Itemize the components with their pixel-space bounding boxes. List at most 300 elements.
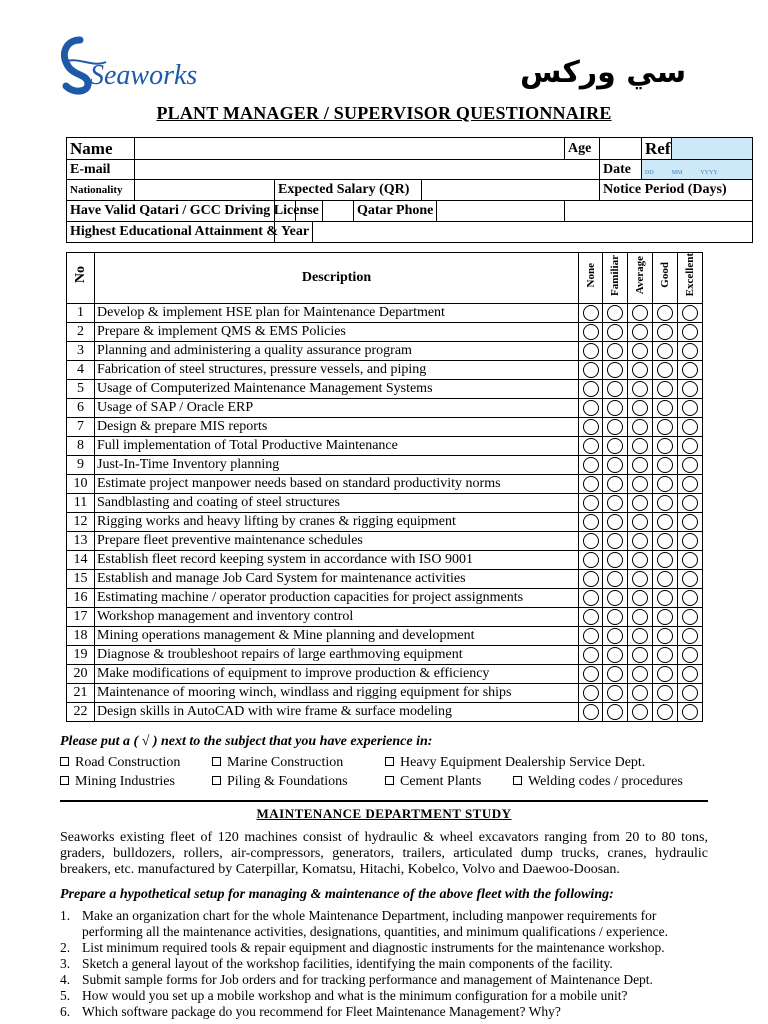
checkbox-icon[interactable] (212, 776, 221, 785)
section-divider (60, 800, 708, 802)
skill-row (67, 475, 703, 494)
col-rating-excellent (678, 253, 703, 304)
skill-number: 8 (67, 437, 95, 456)
skill-number: 20 (67, 665, 95, 684)
qatar-phone-field[interactable] (565, 201, 753, 222)
rating-cell-good (653, 494, 678, 513)
rating-radio-none[interactable] (583, 685, 599, 701)
rating-cell-average (628, 703, 653, 722)
ref-field[interactable] (672, 138, 753, 160)
rating-label: Excellent (684, 253, 696, 297)
skill-row (67, 304, 703, 323)
expected-salary-label: Expected Salary (QR) (275, 180, 422, 200)
rating-cell-average (628, 456, 653, 475)
rating-radio-familiar[interactable] (607, 419, 623, 435)
rating-radio-none[interactable] (583, 457, 599, 473)
rating-cell-familiar (603, 323, 628, 342)
rating-cell-average (628, 304, 653, 323)
rating-radio-familiar[interactable] (607, 590, 623, 606)
rating-radio-excellent[interactable] (682, 400, 698, 416)
skill-number: 14 (67, 551, 95, 570)
rating-cell-excellent (678, 684, 703, 703)
rating-radio-average[interactable] (632, 438, 648, 454)
rating-cell-excellent (678, 342, 703, 361)
rating-radio-good[interactable] (657, 419, 673, 435)
checkbox-icon[interactable] (385, 776, 394, 785)
salary-notice-cell (275, 180, 600, 201)
rating-radio-none[interactable] (583, 628, 599, 644)
rating-cell-familiar (603, 532, 628, 551)
rating-cell-good (653, 646, 678, 665)
skill-number: 11 (67, 494, 95, 513)
skill-number: 19 (67, 646, 95, 665)
rating-cell-familiar (603, 304, 628, 323)
rating-cell-none (579, 304, 603, 323)
rating-cell-familiar (603, 437, 628, 456)
education-field[interactable] (275, 222, 753, 243)
skill-description: Planning and administering a quality assurance program (95, 342, 579, 361)
checkbox-icon[interactable] (513, 776, 522, 785)
rating-radio-excellent[interactable] (682, 590, 698, 606)
rating-radio-average[interactable] (632, 590, 648, 606)
rating-radio-good[interactable] (657, 609, 673, 625)
rating-radio-familiar[interactable] (607, 343, 623, 359)
skill-description: Prepare fleet preventive maintenance schedules (95, 532, 579, 551)
option-welding-codes[interactable] (513, 774, 683, 790)
skill-number: 1 (67, 304, 95, 323)
rating-cell-none (579, 361, 603, 380)
rating-radio-familiar[interactable] (607, 571, 623, 587)
rating-radio-good[interactable] (657, 552, 673, 568)
skill-number: 2 (67, 323, 95, 342)
skill-row (67, 570, 703, 589)
rating-cell-excellent (678, 551, 703, 570)
option-label: Mining Industries (75, 774, 175, 789)
rating-cell-average (628, 494, 653, 513)
license-checkbox-yes[interactable] (275, 201, 296, 221)
task-number: 4. (60, 972, 71, 987)
driving-license-cell (67, 201, 319, 222)
rating-radio-excellent[interactable] (682, 533, 698, 549)
rating-radio-good[interactable] (657, 457, 673, 473)
checkbox-icon[interactable] (385, 757, 394, 766)
skill-description: Design & prepare MIS reports (95, 418, 579, 437)
rating-radio-excellent[interactable] (682, 438, 698, 454)
rating-cell-excellent (678, 608, 703, 627)
task-item (60, 972, 710, 988)
nationality-label: Nationality (67, 180, 135, 201)
task-item (60, 956, 710, 972)
rating-radio-good[interactable] (657, 628, 673, 644)
rating-radio-good[interactable] (657, 647, 673, 663)
rating-radio-good[interactable] (657, 343, 673, 359)
rating-label: Familiar (609, 254, 621, 296)
rating-radio-none[interactable] (583, 571, 599, 587)
rating-radio-excellent[interactable] (682, 476, 698, 492)
rating-radio-familiar[interactable] (607, 362, 623, 378)
rating-radio-none[interactable] (583, 476, 599, 492)
skill-description: Estimate project manpower needs based on standard productivity norms (95, 475, 579, 494)
rating-cell-good (653, 665, 678, 684)
rating-radio-familiar[interactable] (607, 495, 623, 511)
rating-radio-familiar[interactable] (607, 438, 623, 454)
rating-radio-none[interactable] (583, 305, 599, 321)
skill-description: Just-In-Time Inventory planning (95, 456, 579, 475)
rating-cell-none (579, 323, 603, 342)
rating-radio-average[interactable] (632, 419, 648, 435)
rating-radio-none[interactable] (583, 533, 599, 549)
rating-radio-average[interactable] (632, 362, 648, 378)
driving-license-label: Have Valid Qatari / GCC Driving License (67, 201, 323, 221)
rating-radio-excellent[interactable] (682, 704, 698, 720)
skill-row (67, 342, 703, 361)
skill-description: Usage of SAP / Oracle ERP (95, 399, 579, 418)
rating-radio-familiar[interactable] (607, 628, 623, 644)
rating-cell-good (653, 304, 678, 323)
rating-radio-excellent[interactable] (682, 343, 698, 359)
rating-cell-average (628, 342, 653, 361)
rating-cell-average (628, 646, 653, 665)
rating-radio-good[interactable] (657, 476, 673, 492)
rating-radio-average[interactable] (632, 552, 648, 568)
rating-radio-average[interactable] (632, 514, 648, 530)
task-number: 6. (60, 1004, 71, 1019)
task-number: 1. (60, 908, 71, 923)
skill-row (67, 589, 703, 608)
skill-row (67, 323, 703, 342)
rating-radio-familiar[interactable] (607, 400, 623, 416)
rating-cell-familiar (603, 475, 628, 494)
skill-row (67, 361, 703, 380)
rating-radio-familiar[interactable] (607, 381, 623, 397)
rating-radio-none[interactable] (583, 324, 599, 340)
rating-cell-none (579, 703, 603, 722)
skill-description: Prepare & implement QMS & EMS Policies (95, 323, 579, 342)
option-cement-plants[interactable] (385, 774, 481, 790)
task-text: How would you set up a mobile workshop and what is the minimum configuration for a mobile unit? (82, 988, 628, 1003)
name-label: Name (67, 138, 135, 160)
rating-radio-excellent[interactable] (682, 685, 698, 701)
ref-label: Ref (642, 138, 672, 160)
rating-cell-excellent (678, 437, 703, 456)
col-rating-none (579, 253, 603, 304)
skill-number: 22 (67, 703, 95, 722)
rating-radio-average[interactable] (632, 324, 648, 340)
skill-row (67, 665, 703, 684)
rating-cell-none (579, 437, 603, 456)
email-field[interactable] (135, 160, 600, 180)
rating-radio-familiar[interactable] (607, 533, 623, 549)
rating-radio-familiar[interactable] (607, 324, 623, 340)
checkbox-icon[interactable] (60, 757, 69, 766)
rating-radio-excellent[interactable] (682, 514, 698, 530)
option-heavy-equipment[interactable] (385, 755, 645, 771)
skill-description: Develop & implement HSE plan for Maintenance Department (95, 304, 579, 323)
rating-radio-excellent[interactable] (682, 552, 698, 568)
rating-radio-average[interactable] (632, 343, 648, 359)
rating-radio-excellent[interactable] (682, 495, 698, 511)
rating-cell-good (653, 608, 678, 627)
rating-radio-none[interactable] (583, 704, 599, 720)
rating-radio-familiar[interactable] (607, 685, 623, 701)
rating-cell-excellent (678, 475, 703, 494)
rating-cell-excellent (678, 456, 703, 475)
rating-radio-average[interactable] (632, 495, 648, 511)
skill-number: 10 (67, 475, 95, 494)
rating-cell-good (653, 437, 678, 456)
rating-cell-good (653, 703, 678, 722)
rating-cell-excellent (678, 532, 703, 551)
rating-cell-none (579, 646, 603, 665)
rating-cell-excellent (678, 665, 703, 684)
rating-radio-average[interactable] (632, 609, 648, 625)
skill-description: Usage of Computerized Maintenance Management Systems (95, 380, 579, 399)
date-label: Date (600, 160, 642, 180)
rating-radio-good[interactable] (657, 362, 673, 378)
rating-radio-good[interactable] (657, 495, 673, 511)
name-field[interactable] (135, 138, 565, 160)
rating-radio-average[interactable] (632, 666, 648, 682)
rating-radio-average[interactable] (632, 704, 648, 720)
education-cell (67, 222, 310, 243)
license-checkbox-no[interactable] (296, 201, 323, 221)
rating-radio-excellent[interactable] (682, 457, 698, 473)
rating-radio-average[interactable] (632, 647, 648, 663)
rating-cell-none (579, 342, 603, 361)
rating-radio-good[interactable] (657, 381, 673, 397)
rating-radio-good[interactable] (657, 533, 673, 549)
rating-label: Average (634, 255, 646, 295)
col-rating-good (653, 253, 678, 304)
rating-radio-average[interactable] (632, 628, 648, 644)
option-marine-construction[interactable] (212, 755, 343, 771)
rating-cell-excellent (678, 589, 703, 608)
rating-radio-excellent[interactable] (682, 381, 698, 397)
rating-radio-average[interactable] (632, 381, 648, 397)
nationality-field[interactable] (135, 180, 275, 201)
rating-radio-good[interactable] (657, 324, 673, 340)
rating-cell-familiar (603, 665, 628, 684)
skill-row (67, 513, 703, 532)
rating-radio-average[interactable] (632, 571, 648, 587)
rating-cell-average (628, 570, 653, 589)
rating-cell-excellent (678, 494, 703, 513)
rating-radio-good[interactable] (657, 704, 673, 720)
option-label: Piling & Foundations (227, 774, 348, 789)
rating-cell-average (628, 323, 653, 342)
study-prepare-heading: Prepare a hypothetical setup for managing & maintenance of the above fleet with the following: (60, 887, 614, 902)
skill-description: Rigging works and heavy lifting by cranes & rigging equipment (95, 513, 579, 532)
rating-radio-none[interactable] (583, 590, 599, 606)
rating-cell-excellent (678, 513, 703, 532)
rating-radio-familiar[interactable] (607, 704, 623, 720)
rating-cell-average (628, 665, 653, 684)
rating-radio-none[interactable] (583, 647, 599, 663)
rating-cell-excellent (678, 570, 703, 589)
skill-number: 9 (67, 456, 95, 475)
rating-cell-none (579, 456, 603, 475)
rating-cell-familiar (603, 399, 628, 418)
rating-radio-none[interactable] (583, 666, 599, 682)
rating-cell-good (653, 456, 678, 475)
skill-row (67, 380, 703, 399)
rating-radio-familiar[interactable] (607, 552, 623, 568)
rating-radio-excellent[interactable] (682, 324, 698, 340)
rating-radio-familiar[interactable] (607, 457, 623, 473)
task-item (60, 940, 710, 956)
rating-cell-none (579, 494, 603, 513)
rating-radio-familiar[interactable] (607, 476, 623, 492)
rating-cell-excellent (678, 380, 703, 399)
date-dd-placeholder: DD (645, 169, 654, 176)
age-field[interactable] (600, 138, 642, 160)
rating-cell-good (653, 342, 678, 361)
skill-description: Sandblasting and coating of steel structures (95, 494, 579, 513)
page-title (0, 103, 768, 124)
skill-number: 16 (67, 589, 95, 608)
skill-number: 5 (67, 380, 95, 399)
rating-radio-none[interactable] (583, 343, 599, 359)
rating-radio-good[interactable] (657, 514, 673, 530)
skill-row (67, 646, 703, 665)
experience-heading: Please put a ( √ ) next to the subject that you have experience in: (60, 734, 433, 749)
rating-radio-excellent[interactable] (682, 571, 698, 587)
date-yyyy-placeholder: YYYY (700, 169, 718, 176)
rating-cell-none (579, 570, 603, 589)
option-piling-foundations[interactable] (212, 774, 348, 790)
rating-radio-average[interactable] (632, 400, 648, 416)
col-description-header: Description (95, 253, 579, 304)
rating-cell-none (579, 380, 603, 399)
rating-cell-good (653, 399, 678, 418)
rating-cell-none (579, 627, 603, 646)
rating-cell-familiar (603, 570, 628, 589)
skill-row (67, 703, 703, 722)
rating-radio-good[interactable] (657, 590, 673, 606)
skill-row (67, 627, 703, 646)
task-text: Make an organization chart for the whole Maintenance Department, including manpower requirements for performing all the maintenance activities, designations, quantities, and minimum qualifications / experience. (82, 908, 668, 939)
rating-radio-none[interactable] (583, 552, 599, 568)
rating-radio-familiar[interactable] (607, 647, 623, 663)
arabic-company-name: سي وركس (520, 55, 687, 90)
rating-radio-average[interactable] (632, 476, 648, 492)
rating-radio-good[interactable] (657, 685, 673, 701)
rating-radio-average[interactable] (632, 685, 648, 701)
option-label: Heavy Equipment Dealership Service Dept. (400, 755, 646, 770)
rating-cell-average (628, 532, 653, 551)
rating-cell-familiar (603, 703, 628, 722)
rating-cell-none (579, 608, 603, 627)
option-label: Marine Construction (227, 755, 344, 770)
rating-cell-average (628, 551, 653, 570)
rating-cell-none (579, 418, 603, 437)
col-no-label: No (72, 266, 88, 284)
rating-radio-excellent[interactable] (682, 419, 698, 435)
task-text: List minimum required tools & repair equipment and diagnostic instruments for the maintenance workshop. (82, 940, 665, 955)
rating-cell-familiar (603, 456, 628, 475)
rating-radio-excellent[interactable] (682, 647, 698, 663)
rating-radio-none[interactable] (583, 362, 599, 378)
skill-number: 15 (67, 570, 95, 589)
rating-radio-excellent[interactable] (682, 609, 698, 625)
task-item (60, 1004, 710, 1020)
option-mining-industries[interactable] (60, 774, 175, 790)
rating-radio-excellent[interactable] (682, 305, 698, 321)
option-label: Road Construction (75, 755, 181, 770)
expected-salary-field[interactable] (422, 180, 599, 200)
license-qatar-phone-cell (275, 201, 565, 222)
rating-radio-none[interactable] (583, 438, 599, 454)
rating-cell-average (628, 437, 653, 456)
rating-cell-average (628, 475, 653, 494)
rating-radio-none[interactable] (583, 400, 599, 416)
rating-cell-average (628, 418, 653, 437)
rating-radio-excellent[interactable] (682, 666, 698, 682)
col-rating-familiar (603, 253, 628, 304)
task-item (60, 908, 710, 940)
rating-radio-average[interactable] (632, 305, 648, 321)
rating-cell-average (628, 608, 653, 627)
skill-row (67, 551, 703, 570)
rating-cell-average (628, 380, 653, 399)
rating-cell-none (579, 399, 603, 418)
rating-radio-good[interactable] (657, 438, 673, 454)
rating-radio-good[interactable] (657, 666, 673, 682)
rating-radio-good[interactable] (657, 400, 673, 416)
skill-description: Design skills in AutoCAD with wire frame & surface modeling (95, 703, 579, 722)
date-field[interactable] (642, 160, 753, 180)
rating-radio-good[interactable] (657, 571, 673, 587)
rating-cell-average (628, 513, 653, 532)
rating-radio-familiar[interactable] (607, 609, 623, 625)
skill-row (67, 684, 703, 703)
skill-description: Establish and manage Job Card System for maintenance activities (95, 570, 579, 589)
rating-radio-excellent[interactable] (682, 628, 698, 644)
checkbox-icon[interactable] (212, 757, 221, 766)
rating-radio-none[interactable] (583, 609, 599, 625)
rating-radio-familiar[interactable] (607, 666, 623, 682)
rating-radio-familiar[interactable] (607, 305, 623, 321)
rating-radio-excellent[interactable] (682, 362, 698, 378)
rating-cell-none (579, 475, 603, 494)
rating-cell-excellent (678, 361, 703, 380)
skill-row (67, 608, 703, 627)
checkbox-icon[interactable] (60, 776, 69, 785)
rating-radio-good[interactable] (657, 305, 673, 321)
rating-radio-none[interactable] (583, 495, 599, 511)
rating-radio-none[interactable] (583, 514, 599, 530)
skill-description: Workshop management and inventory control (95, 608, 579, 627)
rating-cell-good (653, 361, 678, 380)
rating-cell-good (653, 589, 678, 608)
rating-cell-familiar (603, 342, 628, 361)
rating-radio-average[interactable] (632, 457, 648, 473)
rating-radio-none[interactable] (583, 381, 599, 397)
rating-cell-good (653, 475, 678, 494)
skill-row (67, 456, 703, 475)
option-road-construction[interactable] (60, 755, 180, 771)
skill-number: 12 (67, 513, 95, 532)
rating-radio-familiar[interactable] (607, 514, 623, 530)
study-title: MAINTENANCE DEPARTMENT STUDY (256, 806, 512, 821)
skill-description: Full implementation of Total Productive Maintenance (95, 437, 579, 456)
skill-description: Mining operations management & Mine planning and development (95, 627, 579, 646)
rating-radio-average[interactable] (632, 533, 648, 549)
option-label: Welding codes / procedures (528, 774, 683, 789)
skill-row (67, 418, 703, 437)
rating-radio-none[interactable] (583, 419, 599, 435)
rating-cell-good (653, 418, 678, 437)
